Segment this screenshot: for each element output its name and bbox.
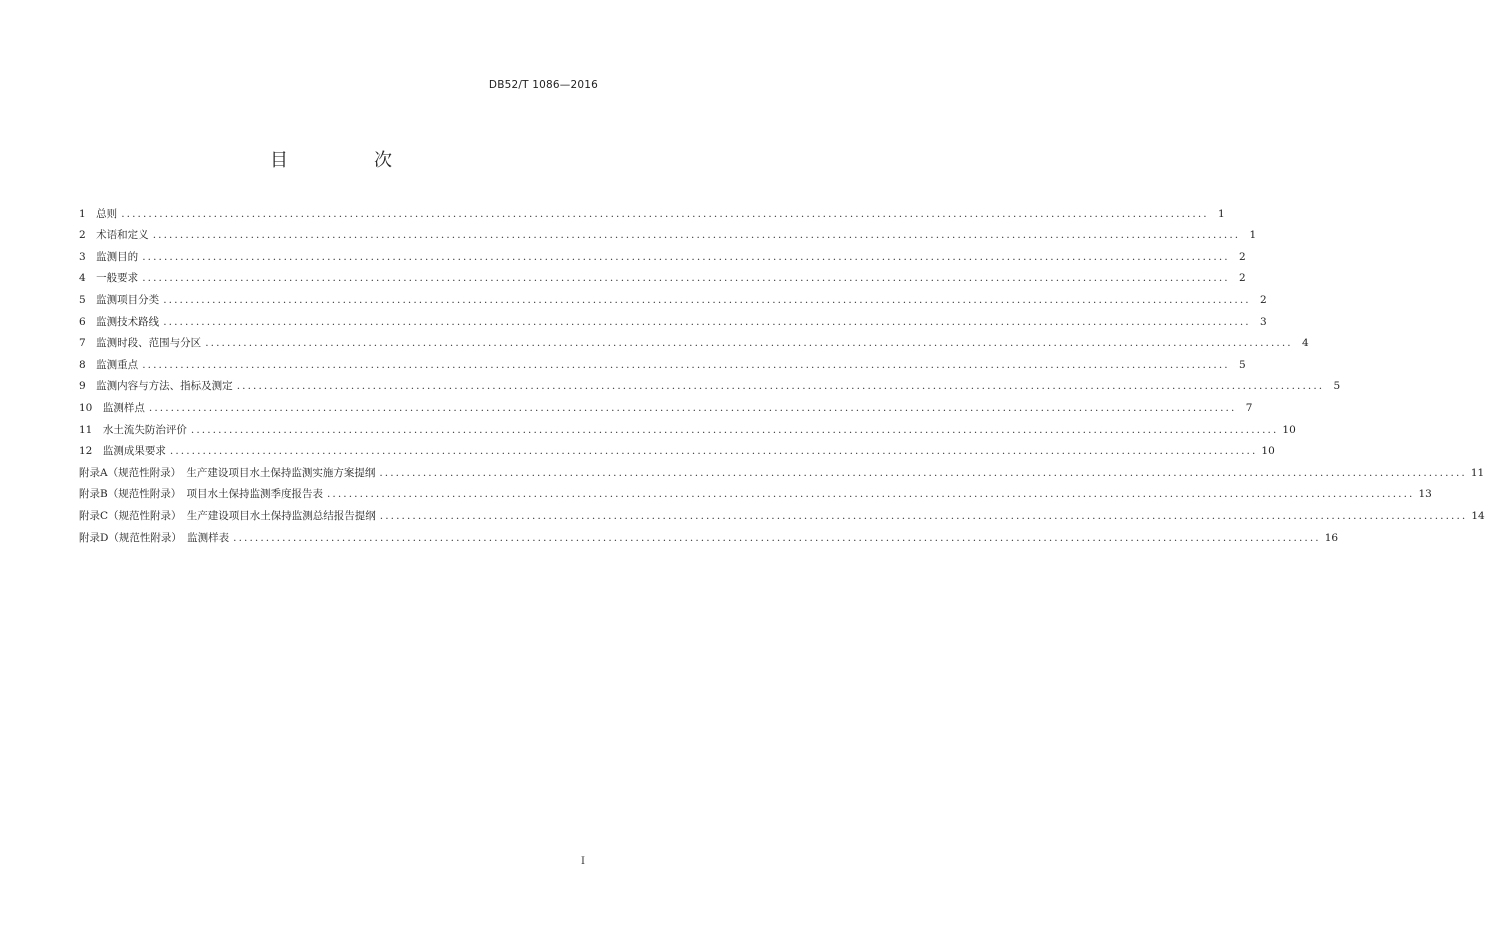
toc-entry-page: 5 — [1333, 380, 1341, 393]
toc-entry-page: 13 — [1418, 488, 1432, 501]
toc-entry-page: 16 — [1324, 531, 1339, 544]
toc-leader-dots: ........................................................................................................................................................................................................ — [163, 293, 1251, 306]
toc-entry-page: 3 — [1260, 315, 1267, 328]
toc-leader-dots: ........................................................................................................................................................................................................ — [142, 358, 1230, 371]
toc-entry-page: 10 — [1282, 423, 1296, 436]
toc-entry-label: 附录B（规范性附录） 项目水土保持监测季度报告表 — [79, 488, 323, 501]
toc-leader-dots: ........................................................................................................................................................................................................ — [142, 250, 1230, 263]
toc-leader-dots: ........................................................................................................................................................................................................ — [142, 272, 1230, 285]
toc-entry-page: 7 — [1245, 401, 1253, 414]
document-code: DB52/T 1086—2016 — [488, 79, 598, 91]
toc-entry-page: 4 — [1302, 337, 1309, 350]
toc-entry-page: 2 — [1239, 272, 1246, 285]
toc-entry[interactable] — [79, 329, 1309, 351]
toc-entry[interactable] — [79, 437, 1275, 459]
toc-entry[interactable] — [79, 285, 1267, 307]
toc-leader-dots: ........................................................................................................................................................................................................ — [205, 337, 1293, 350]
toc-entry-label: 12 监测成果要求 — [79, 445, 166, 458]
toc-leader-dots: ........................................................................................................................................................................................................ — [190, 423, 1279, 436]
toc-entry-label: 9 监测内容与方法、指标及测定 — [79, 380, 233, 393]
toc-entry-label: 1 总则 — [79, 207, 118, 220]
toc-leader-dots: ........................................................................................................................................................................................................ — [121, 207, 1209, 220]
toc-entry-label: 4 一般要求 — [79, 272, 139, 285]
toc-entry-page: 11 — [1470, 466, 1485, 479]
toc-leader-dots: ........................................................................................................................................................................................................ — [152, 229, 1241, 242]
page-number: I — [581, 856, 585, 867]
toc-leader-dots: ........................................................................................................................................................................................................ — [148, 401, 1237, 414]
toc-entry[interactable] — [79, 372, 1341, 394]
toc-entry[interactable] — [79, 242, 1246, 264]
toc-entry[interactable] — [79, 393, 1253, 415]
toc-entry-label: 附录D（规范性附录） 监测样表 — [79, 531, 230, 544]
toc-leader-dots: ........................................................................................................................................................................................................ — [163, 315, 1251, 328]
toc-entry-label: 7 监测时段、范围与分区 — [79, 337, 202, 350]
toc-leader-dots: ........................................................................................................................................................................................................ — [169, 445, 1258, 458]
toc-entry-page: 1 — [1249, 229, 1257, 242]
toc-entry-label: 2 术语和定义 — [79, 229, 149, 242]
toc-entry-label: 附录C（规范性附录） 生产建设项目水土保持监测总结报告提纲 — [79, 509, 376, 522]
toc-leader-dots: ........................................................................................................................................................................................................ — [379, 466, 1467, 479]
toc-leader-dots: ........................................................................................................................................................................................................ — [236, 380, 1325, 393]
toc-entry[interactable] — [79, 523, 1339, 545]
toc-entry[interactable] — [79, 264, 1246, 286]
toc-entry[interactable] — [79, 501, 1485, 523]
toc-leader-dots: ........................................................................................................................................................................................................ — [326, 488, 1415, 501]
toc-entry-page: 2 — [1239, 250, 1246, 263]
toc-entry-page: 10 — [1261, 445, 1275, 458]
toc-entry-label: 5 监测项目分类 — [79, 293, 160, 306]
table-of-contents — [79, 199, 1485, 545]
toc-leader-dots: ........................................................................................................................................................................................................ — [233, 531, 1321, 544]
toc-entry-label: 6 监测技术路线 — [79, 315, 160, 328]
toc-entry[interactable] — [79, 415, 1296, 437]
toc-entry-label: 11 水土流失防治评价 — [79, 423, 187, 436]
toc-entry[interactable] — [79, 307, 1267, 329]
toc-entry[interactable] — [79, 199, 1225, 221]
toc-entry-label: 10 监测样点 — [79, 401, 145, 414]
toc-entry-label: 8 监测重点 — [79, 358, 139, 371]
toc-entry-label: 3 监测目的 — [79, 250, 139, 263]
toc-title: 目 次 — [270, 150, 426, 171]
toc-entry[interactable] — [79, 480, 1432, 502]
toc-entry[interactable] — [79, 221, 1257, 243]
toc-entry-page: 14 — [1471, 509, 1485, 522]
toc-entry-page: 1 — [1218, 207, 1225, 220]
toc-entry-page: 2 — [1260, 293, 1267, 306]
toc-entry[interactable] — [79, 458, 1485, 480]
toc-entry-page: 5 — [1239, 358, 1246, 371]
toc-leader-dots: ........................................................................................................................................................................................................ — [379, 509, 1468, 522]
toc-entry-label: 附录A（规范性附录） 生产建设项目水土保持监测实施方案提纲 — [79, 466, 376, 479]
toc-entry[interactable] — [79, 350, 1246, 372]
